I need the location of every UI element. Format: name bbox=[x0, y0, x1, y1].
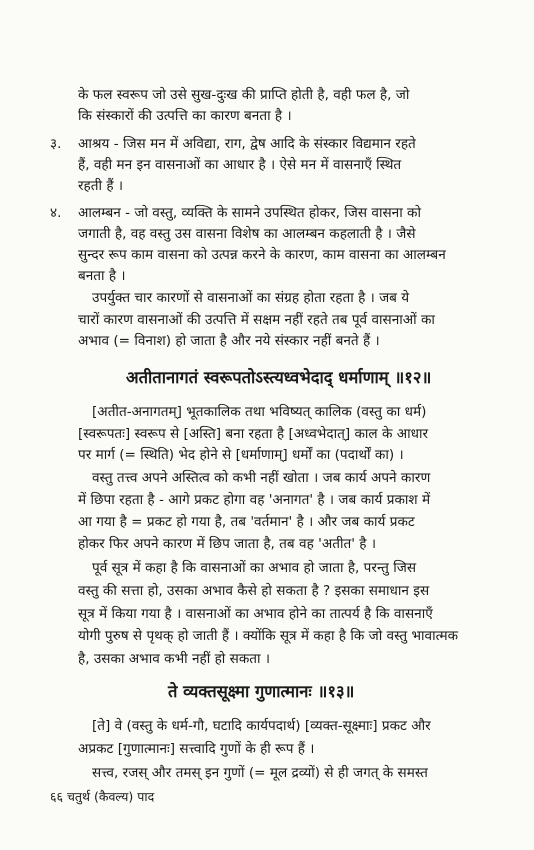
text-line: वस्तु की सत्ता हो, उसका अभाव कैसे हो सकता है ? इसका समाधान इस bbox=[78, 583, 430, 599]
text-line: [ते] वे (वस्तु के धर्म-गौ, घटादि कार्यपदार्थ) [व्यक्त-सूक्ष्माः] प्रकट और bbox=[92, 718, 431, 734]
text-line: सूत्र में किया गया है । वासनाओं का अभाव होने का तात्पर्य है कि वासनाएँ bbox=[78, 606, 433, 622]
text-line: पर मार्ग (= स्थिति) भेद होने से [धर्माणाम्] धर्मों का (पदार्थों का) । bbox=[78, 447, 404, 463]
text-line: अभाव (= विनाश) हो जाता है और नये संस्कार नहीं बनते हैं । bbox=[78, 333, 380, 349]
text-line: के फल स्वरूप जो उसे सुख-दुःख की प्राप्ति होती है, वही फल है, जो bbox=[78, 87, 410, 103]
text-line: में छिपा रहता है - आगे प्रकट होगा वह 'अनागत' है । जब कार्य प्रकाश में bbox=[78, 492, 431, 508]
page-footer: ६६ चतुर्थ (कैवल्य) पाद bbox=[50, 789, 155, 804]
sutra-heading: ते व्यक्तसूक्ष्मा गुणात्मानः ॥१३॥ bbox=[168, 682, 355, 701]
text-line: [अतीत-अनागतम्] भूतकालिक तथा भविष्यत् कालिक (वस्तु का धर्म) bbox=[92, 404, 427, 420]
text-line: बनता है । bbox=[78, 268, 126, 284]
sutra-heading: अतीतानागतं स्वरूपतोऽस्त्यध्वभेदाद् धर्माणाम् ॥१२॥ bbox=[126, 368, 432, 387]
text-line: आ गया है = प्रकट हो गया है, तब 'वर्तमान' है । और जब कार्य प्रकट bbox=[78, 514, 415, 530]
text-line: चारों कारण वासनाओं की उत्पत्ति में सक्षम नहीं रहते तब पूर्व वासनाओं का bbox=[78, 312, 435, 328]
text-line: सत्त्व, रजस् और तमस् इन गुणों (= मूल द्रव्यों) से ही जगत् के समस्त bbox=[92, 765, 428, 781]
text-line: हैं, वही मन इन वासनाओं का आधार है । ऐसे मन में वासनाएँ स्थित bbox=[78, 157, 402, 173]
text-line: रहती हैं । bbox=[78, 178, 124, 194]
text-line: [स्वरूपतः] स्वरूप से [अस्ति] बना रहता है [अध्वभेदात्] काल के आधार bbox=[78, 426, 429, 442]
item-number: ४. bbox=[50, 205, 62, 221]
text-line: जगाती है, वह वस्तु उस वासना विशेष का आलम्बन कहलाती है । जैसे bbox=[78, 226, 416, 242]
text-line: आश्रय - जिस मन में अविद्या, राग, द्वेष आदि के संस्कार विद्यमान रहते bbox=[78, 136, 416, 152]
text-line: योगी पुरुष से पृथक् हो जाती हैं । क्योंकि सूत्र में कहा है कि जो वस्तु भावात्मक bbox=[78, 628, 459, 644]
text-line: कि संस्कारों की उत्पत्ति का कारण बनता है । bbox=[78, 108, 292, 124]
item-number: ३. bbox=[50, 136, 62, 152]
text-line: आलम्बन - जो वस्तु, व्यक्ति के सामने उपस्थित होकर, जिस वासना को bbox=[78, 205, 421, 221]
text-line: सुन्दर रूप काम वासना को उत्पन्न करने के कारण, काम वासना का आलम्बन bbox=[78, 247, 446, 263]
text-line: पूर्व सूत्र में कहा है कि वासनाओं का अभाव हो जाता है, परन्तु जिस bbox=[92, 560, 417, 576]
text-line: है, उसका अभाव कभी नहीं हो सकता । bbox=[78, 651, 270, 667]
text-line: वस्तु तत्त्व अपने अस्तित्व को कभी नहीं खोता । जब कार्य अपने कारण bbox=[92, 470, 431, 486]
text-line: होकर फिर अपने कारण में छिप जाता है, तब वह 'अतीत' है । bbox=[78, 536, 377, 552]
text-line: उपर्युक्त चार कारणों से वासनाओं का संग्रह होता रहता है । जब ये bbox=[92, 290, 410, 306]
text-line: अप्रकट [गुणात्मानः] सत्त्वादि गुणों के ही रूप हैं । bbox=[78, 741, 315, 757]
